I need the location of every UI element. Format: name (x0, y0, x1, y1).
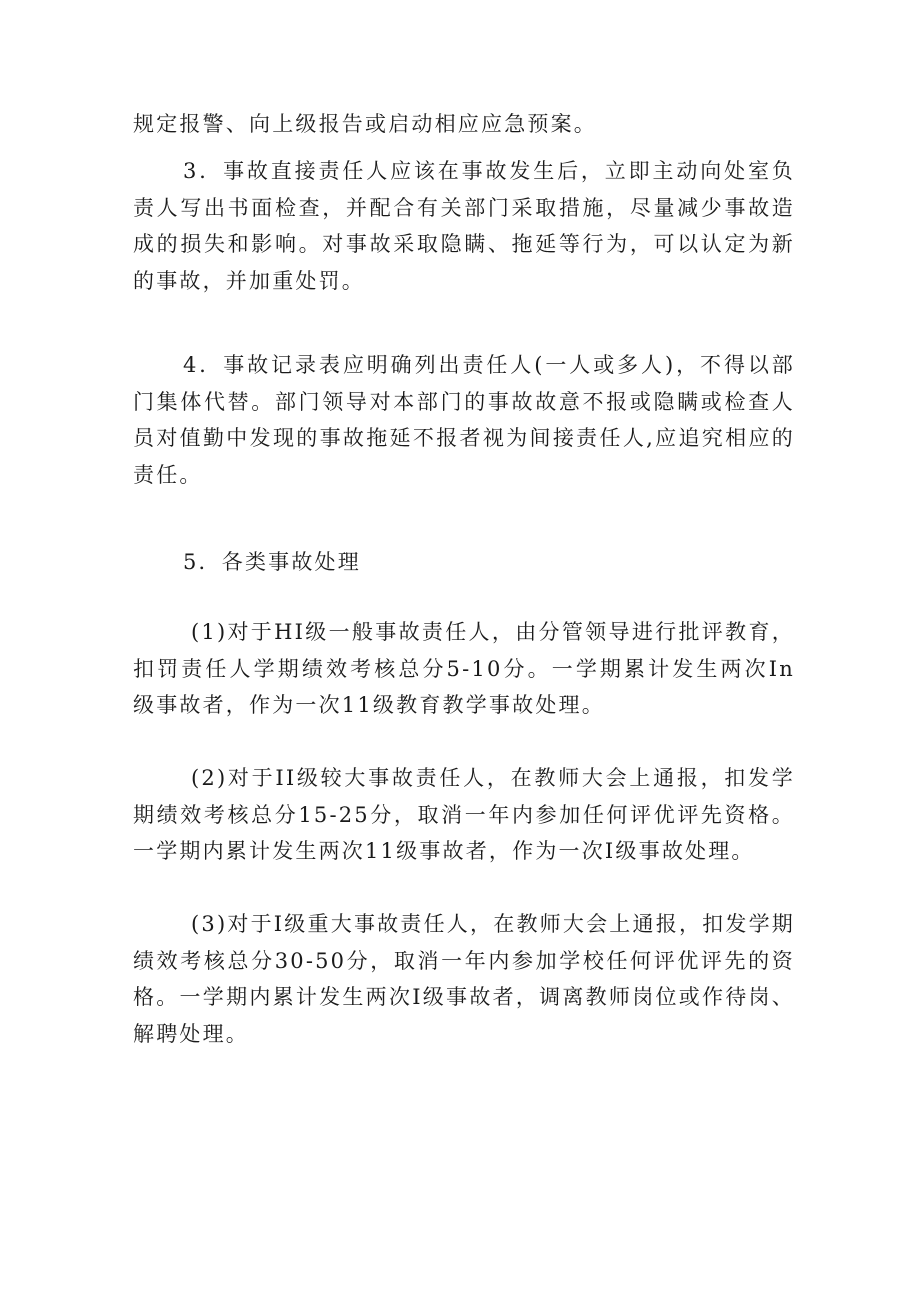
paragraph-item-3: 3．事故直接责任人应该在事故发生后，立即主动向处室负责人写出书面检查，并配合有关部门采取措施，尽量减少事故造成的损失和影响。对事故采取隐瞒、拖延等行为，可以认定为新的事故，并加重处罚。 (133, 159, 795, 293)
section-heading-accident-handling: 5．各类事故处理 (183, 550, 361, 574)
paragraph-level-1-accident: (3)对于I级重大事故责任人，在教师大会上通报，扣发学期绩效考核总分30-50分，取消一年内参加学校任何评优评先的资格。一学期内累计发生两次I级事故者，调离教师岗位或作待岗、解聘处理。 (133, 912, 795, 1046)
paragraph-continuation: 规定报警、向上级报告或启动相应应急预案。 (133, 112, 597, 136)
paragraph-level-3-accident: (1)对于HI级一般事故责任人，由分管领导进行批评教育，扣罚责任人学期绩效考核总分5-10分。一学期累计发生两次In级事故者，作为一次11级教育教学事故处理。 (133, 620, 795, 717)
paragraph-item-4: 4．事故记录表应明确列出责任人(一人或多人)，不得以部门集体代替。部门领导对本部门的事故故意不报或隐瞒或检查人员对值勤中发现的事故拖延不报者视为间接责任人,应追究相应的责任。 (133, 353, 795, 487)
paragraph-level-2-accident: (2)对于II级较大事故责任人，在教师大会上通报，扣发学期绩效考核总分15-25分，取消一年内参加任何评优评先资格。一学期内累计发生两次11级事故者，作为一次I级事故处理。 (133, 766, 795, 863)
